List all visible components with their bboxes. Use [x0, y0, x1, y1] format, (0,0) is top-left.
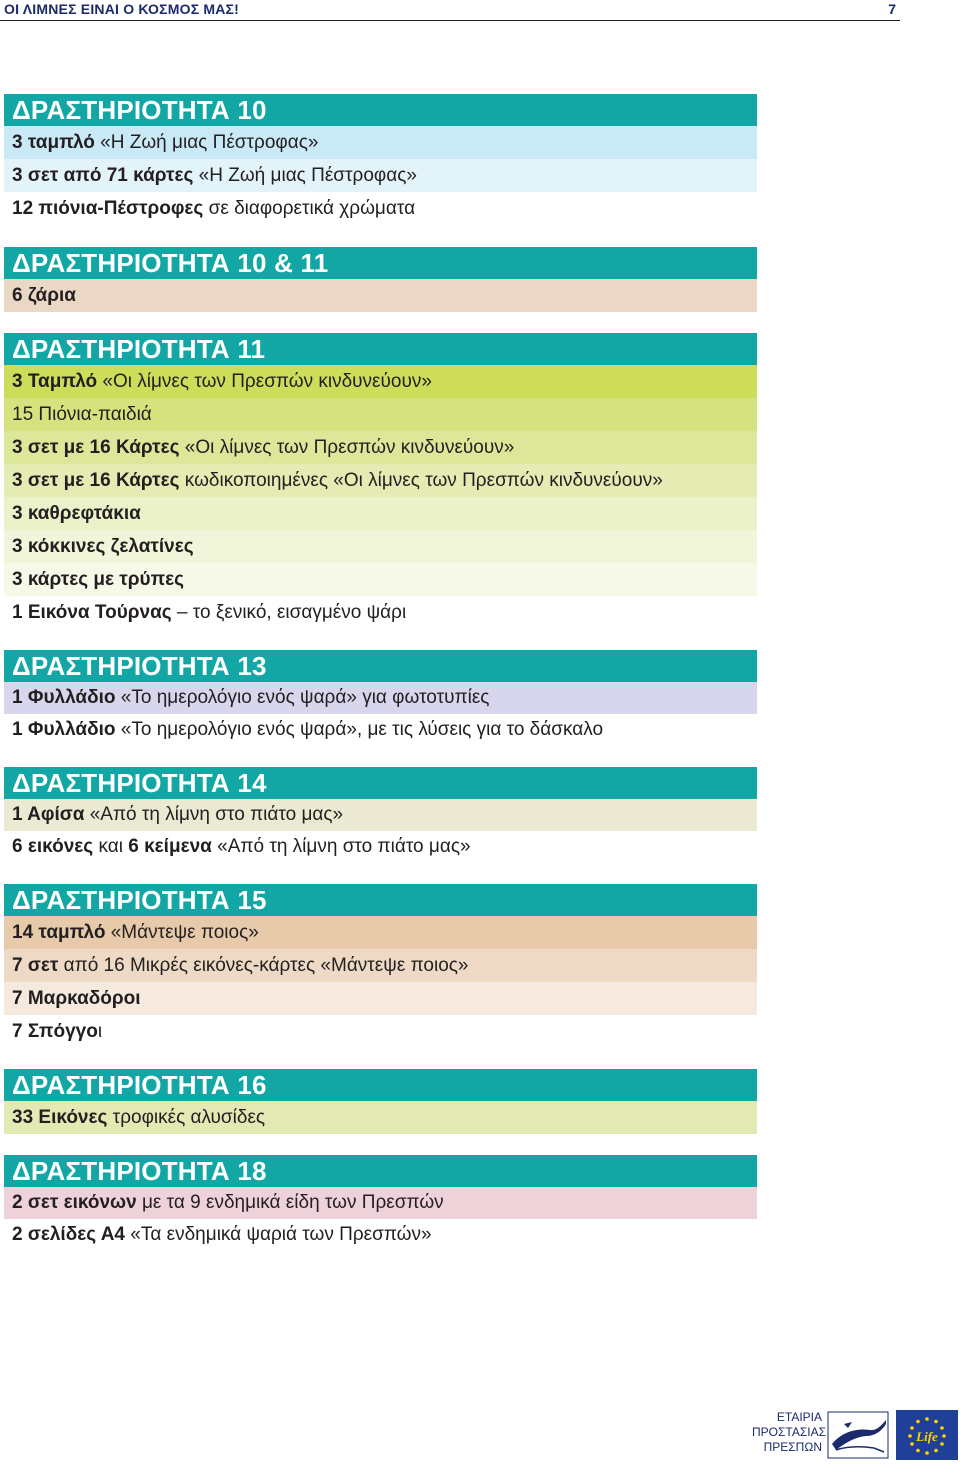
materials-list [4, 94, 757, 1251]
list-item [4, 982, 757, 1015]
item-quantity: 3 Ταμπλό [12, 371, 98, 392]
list-item [4, 126, 757, 159]
list-item [4, 831, 757, 863]
org-line: ΕΤΑΙΡΙΑ [776, 1410, 822, 1424]
item-description: «Τα ενδημικά ψαριά των Πρεσπών» [125, 1224, 432, 1245]
list-item [4, 1101, 757, 1134]
item-description: «Η Ζωή μιας Πέστροφας» [193, 165, 417, 186]
item-quantity: 1 Φυλλάδιο [12, 687, 116, 708]
item-description: 15 Πιόνια-παιδιά [12, 404, 152, 425]
item-quantity: 3 ταμπλό [12, 132, 95, 153]
item-quantity: 2 σετ εικόνων [12, 1192, 137, 1213]
item-description: τροφικές αλυσίδες [107, 1107, 266, 1128]
item-quantity: 3 σετ από 71 κάρτες [12, 165, 194, 186]
item-description: ι [97, 1021, 103, 1042]
item-quantity: 6 εικόνες [12, 836, 94, 857]
section-activity-10 [4, 94, 757, 225]
item-description: «Οι λίμνες των Πρεσπών κινδυνεύουν» [179, 437, 515, 458]
item-quantity: 33 Εικόνες [12, 1107, 108, 1128]
list-item [4, 596, 757, 629]
list-item [4, 159, 757, 192]
section-activity-10-11 [4, 247, 757, 312]
item-description: «Οι λίμνες των Πρεσπών κινδυνεύουν» [97, 371, 432, 392]
item-quantity: 2 σελίδες Α4 [12, 1224, 125, 1245]
list-item [4, 714, 757, 746]
list-item [4, 1187, 757, 1219]
item-description: «Από τη λίμνη στο πιάτο μας» [84, 804, 344, 825]
item-quantity: 14 ταμπλό [12, 922, 106, 943]
item-description-2: «Από τη λίμνη στο πιάτο μας» [211, 836, 471, 857]
org-line: ΠΡΕΣΠΩΝ [763, 1440, 822, 1454]
section-title: ΔΡΑΣΤΗΡΙΟΤΗΤΑ 10 [4, 94, 757, 126]
item-quantity: 3 κόκκινες ζελατίνες [12, 536, 194, 557]
list-item [4, 563, 757, 596]
item-description: – το ξενικό, εισαγμένο ψάρι [171, 602, 407, 623]
list-item [4, 279, 757, 312]
item-description: κωδικοποιημένες «Οι λίμνες των Πρεσπών κινδυνεύουν» [179, 470, 663, 491]
list-item [4, 497, 757, 530]
list-item [4, 464, 757, 497]
page-number: 7 [888, 1, 896, 17]
item-quantity: 7 σετ [12, 955, 59, 976]
section-title: ΔΡΑΣΤΗΡΙΟΤΗΤΑ 15 [4, 884, 757, 916]
item-quantity-2: 6 κείμενα [128, 836, 212, 857]
list-item [4, 916, 757, 949]
item-description: «Μάντεψε ποιος» [105, 922, 259, 943]
item-quantity: 1 Αφίσα [12, 804, 85, 825]
list-item [4, 799, 757, 831]
item-quantity: 1 Φυλλάδιο [12, 719, 116, 740]
section-title: ΔΡΑΣΤΗΡΙΟΤΗΤΑ 11 [4, 333, 757, 365]
item-quantity: 3 κάρτες με τρύπες [12, 569, 185, 590]
section-activity-11 [4, 333, 757, 629]
item-quantity: 1 Εικόνα Τούρνας [12, 602, 172, 623]
item-description: και [93, 836, 129, 857]
section-activity-15 [4, 884, 757, 1048]
section-title: ΔΡΑΣΤΗΡΙΟΤΗΤΑ 16 [4, 1069, 757, 1101]
item-description: από 16 Μικρές εικόνες-κάρτες «Μάντεψε ποιος» [58, 955, 469, 976]
item-quantity: 12 πιόνια-Πέστροφες [12, 198, 204, 219]
item-description: «Το ημερολόγιο ενός ψαρά» για φωτοτυπίες [115, 687, 490, 708]
list-item [4, 365, 757, 398]
life-logo-text: Life [916, 1429, 938, 1444]
list-item [4, 530, 757, 563]
spp-bird-logo-icon [826, 1410, 890, 1460]
item-description: σε διαφορετικά χρώματα [203, 198, 416, 219]
list-item [4, 1219, 757, 1251]
list-item [4, 431, 757, 464]
section-activity-13 [4, 650, 757, 746]
section-activity-18 [4, 1155, 757, 1251]
running-title: ΟΙ ΛΙΜΝΕΣ ΕΙΝΑΙ Ο ΚΟΣΜΟΣ ΜΑΣ! [4, 1, 240, 17]
item-quantity: 7 Μαρκαδόροι [12, 988, 141, 1009]
item-description: «Το ημερολόγιο ενός ψαρά», με τις λύσεις για το δάσκαλο [115, 719, 604, 740]
section-title: ΔΡΑΣΤΗΡΙΟΤΗΤΑ 14 [4, 767, 757, 799]
item-description: με τα 9 ενδημικά είδη των Πρεσπών [136, 1192, 444, 1213]
organization-name [752, 1410, 827, 1455]
item-quantity: 3 καθρεφτάκια [12, 503, 141, 524]
list-item [4, 949, 757, 982]
list-item [4, 192, 757, 225]
item-description: «Η Ζωή μιας Πέστροφας» [94, 132, 319, 153]
running-header [0, 0, 900, 21]
item-quantity: 3 σετ με 16 Κάρτες [12, 470, 180, 491]
section-activity-16 [4, 1069, 757, 1134]
item-quantity: 3 σετ με 16 Κάρτες [12, 437, 180, 458]
section-title: ΔΡΑΣΤΗΡΙΟΤΗΤΑ 13 [4, 650, 757, 682]
section-title: ΔΡΑΣΤΗΡΙΟΤΗΤΑ 10 & 11 [4, 247, 757, 279]
list-item [4, 682, 757, 714]
item-quantity: 7 Σπόγγο [12, 1021, 98, 1042]
list-item [4, 1015, 757, 1048]
section-activity-14 [4, 767, 757, 863]
eu-life-logo-icon [896, 1410, 958, 1460]
item-quantity: 6 ζάρια [12, 285, 76, 306]
list-item [4, 398, 757, 431]
section-title: ΔΡΑΣΤΗΡΙΟΤΗΤΑ 18 [4, 1155, 757, 1187]
org-line: ΠΡΟΣΤΑΣΙΑΣ [752, 1425, 827, 1439]
